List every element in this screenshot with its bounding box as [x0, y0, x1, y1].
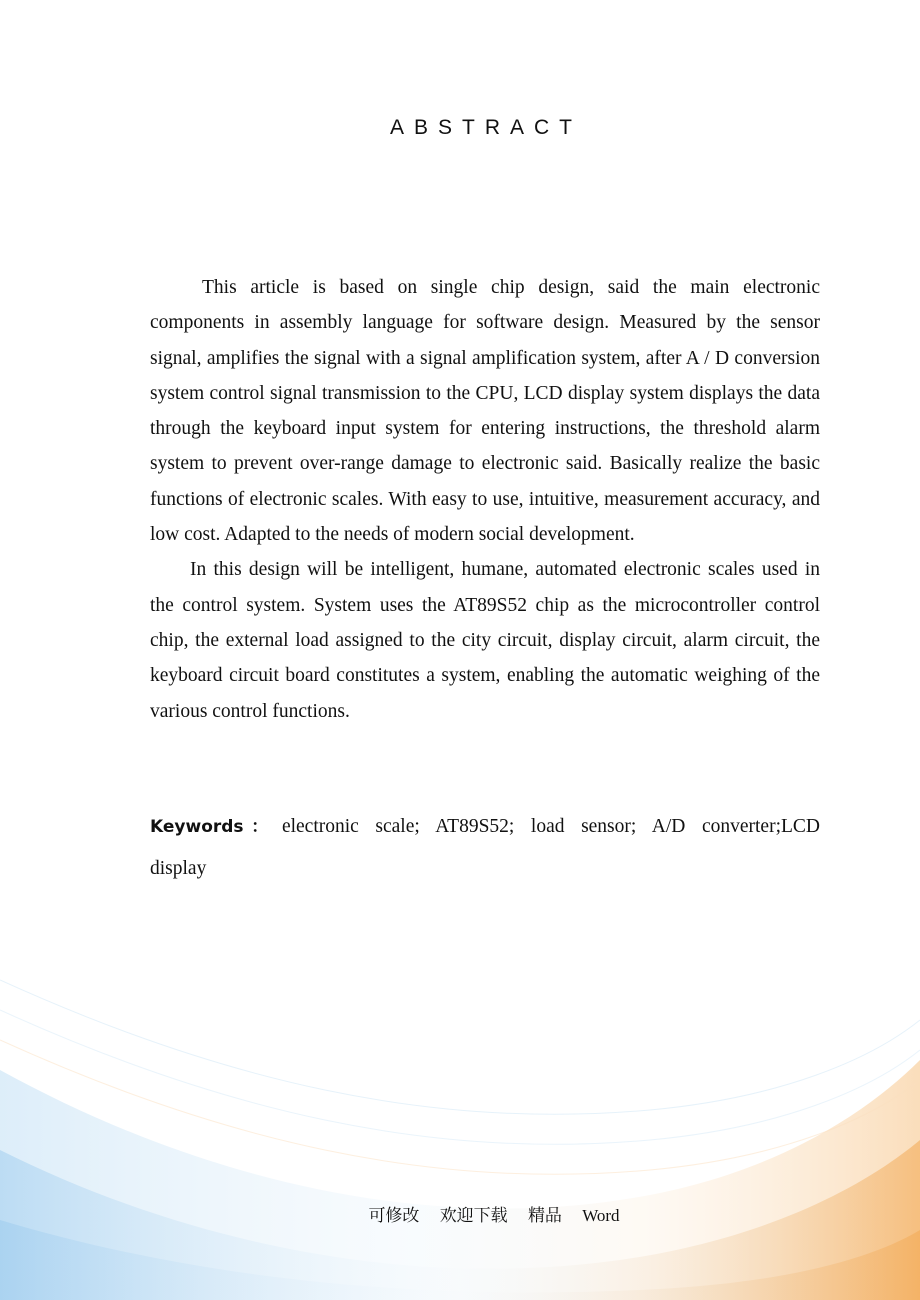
keywords-line	[150, 806, 820, 889]
document-title: ABSTRACT	[389, 116, 582, 139]
keywords-label: Keywords：	[150, 817, 276, 837]
abstract-paragraph-1: This article is based on single chip design, said the main electronic components in assembly language for software design. Measured by the sensor signal, amplifies the signal with a signal amplification system, after A / D conversion system control signal transmission to the CPU, LCD display system displays the data through the keyboard input system for entering instructions, the threshold alarm system to prevent over-range damage to electronic said. Basically realize the basic functions of electronic scales. With easy to use, intuitive, measurement accuracy, and low cost. Adapted to the needs of modern social development.	[150, 277, 820, 546]
footer-item-quality: 精品	[527, 1206, 562, 1225]
footer-item-download: 欢迎下载	[439, 1206, 508, 1225]
footer-item-editable: 可修改	[368, 1206, 420, 1225]
footer-watermark	[0, 1201, 920, 1226]
keywords-text: electronic scale; AT89S52; load sensor; A/D converter;LCD display	[150, 816, 820, 879]
footer-item-word: Word	[582, 1206, 620, 1225]
abstract-body	[150, 270, 820, 729]
abstract-paragraph-2: In this design will be intelligent, humane, automated electronic scales used in the control system. System uses the AT89S52 chip as the microcontroller control chip, the external load assigned to the city circuit, display circuit, alarm circuit, the keyboard circuit board constitutes a system, enabling the automatic weighing of the various control functions.	[150, 559, 820, 722]
